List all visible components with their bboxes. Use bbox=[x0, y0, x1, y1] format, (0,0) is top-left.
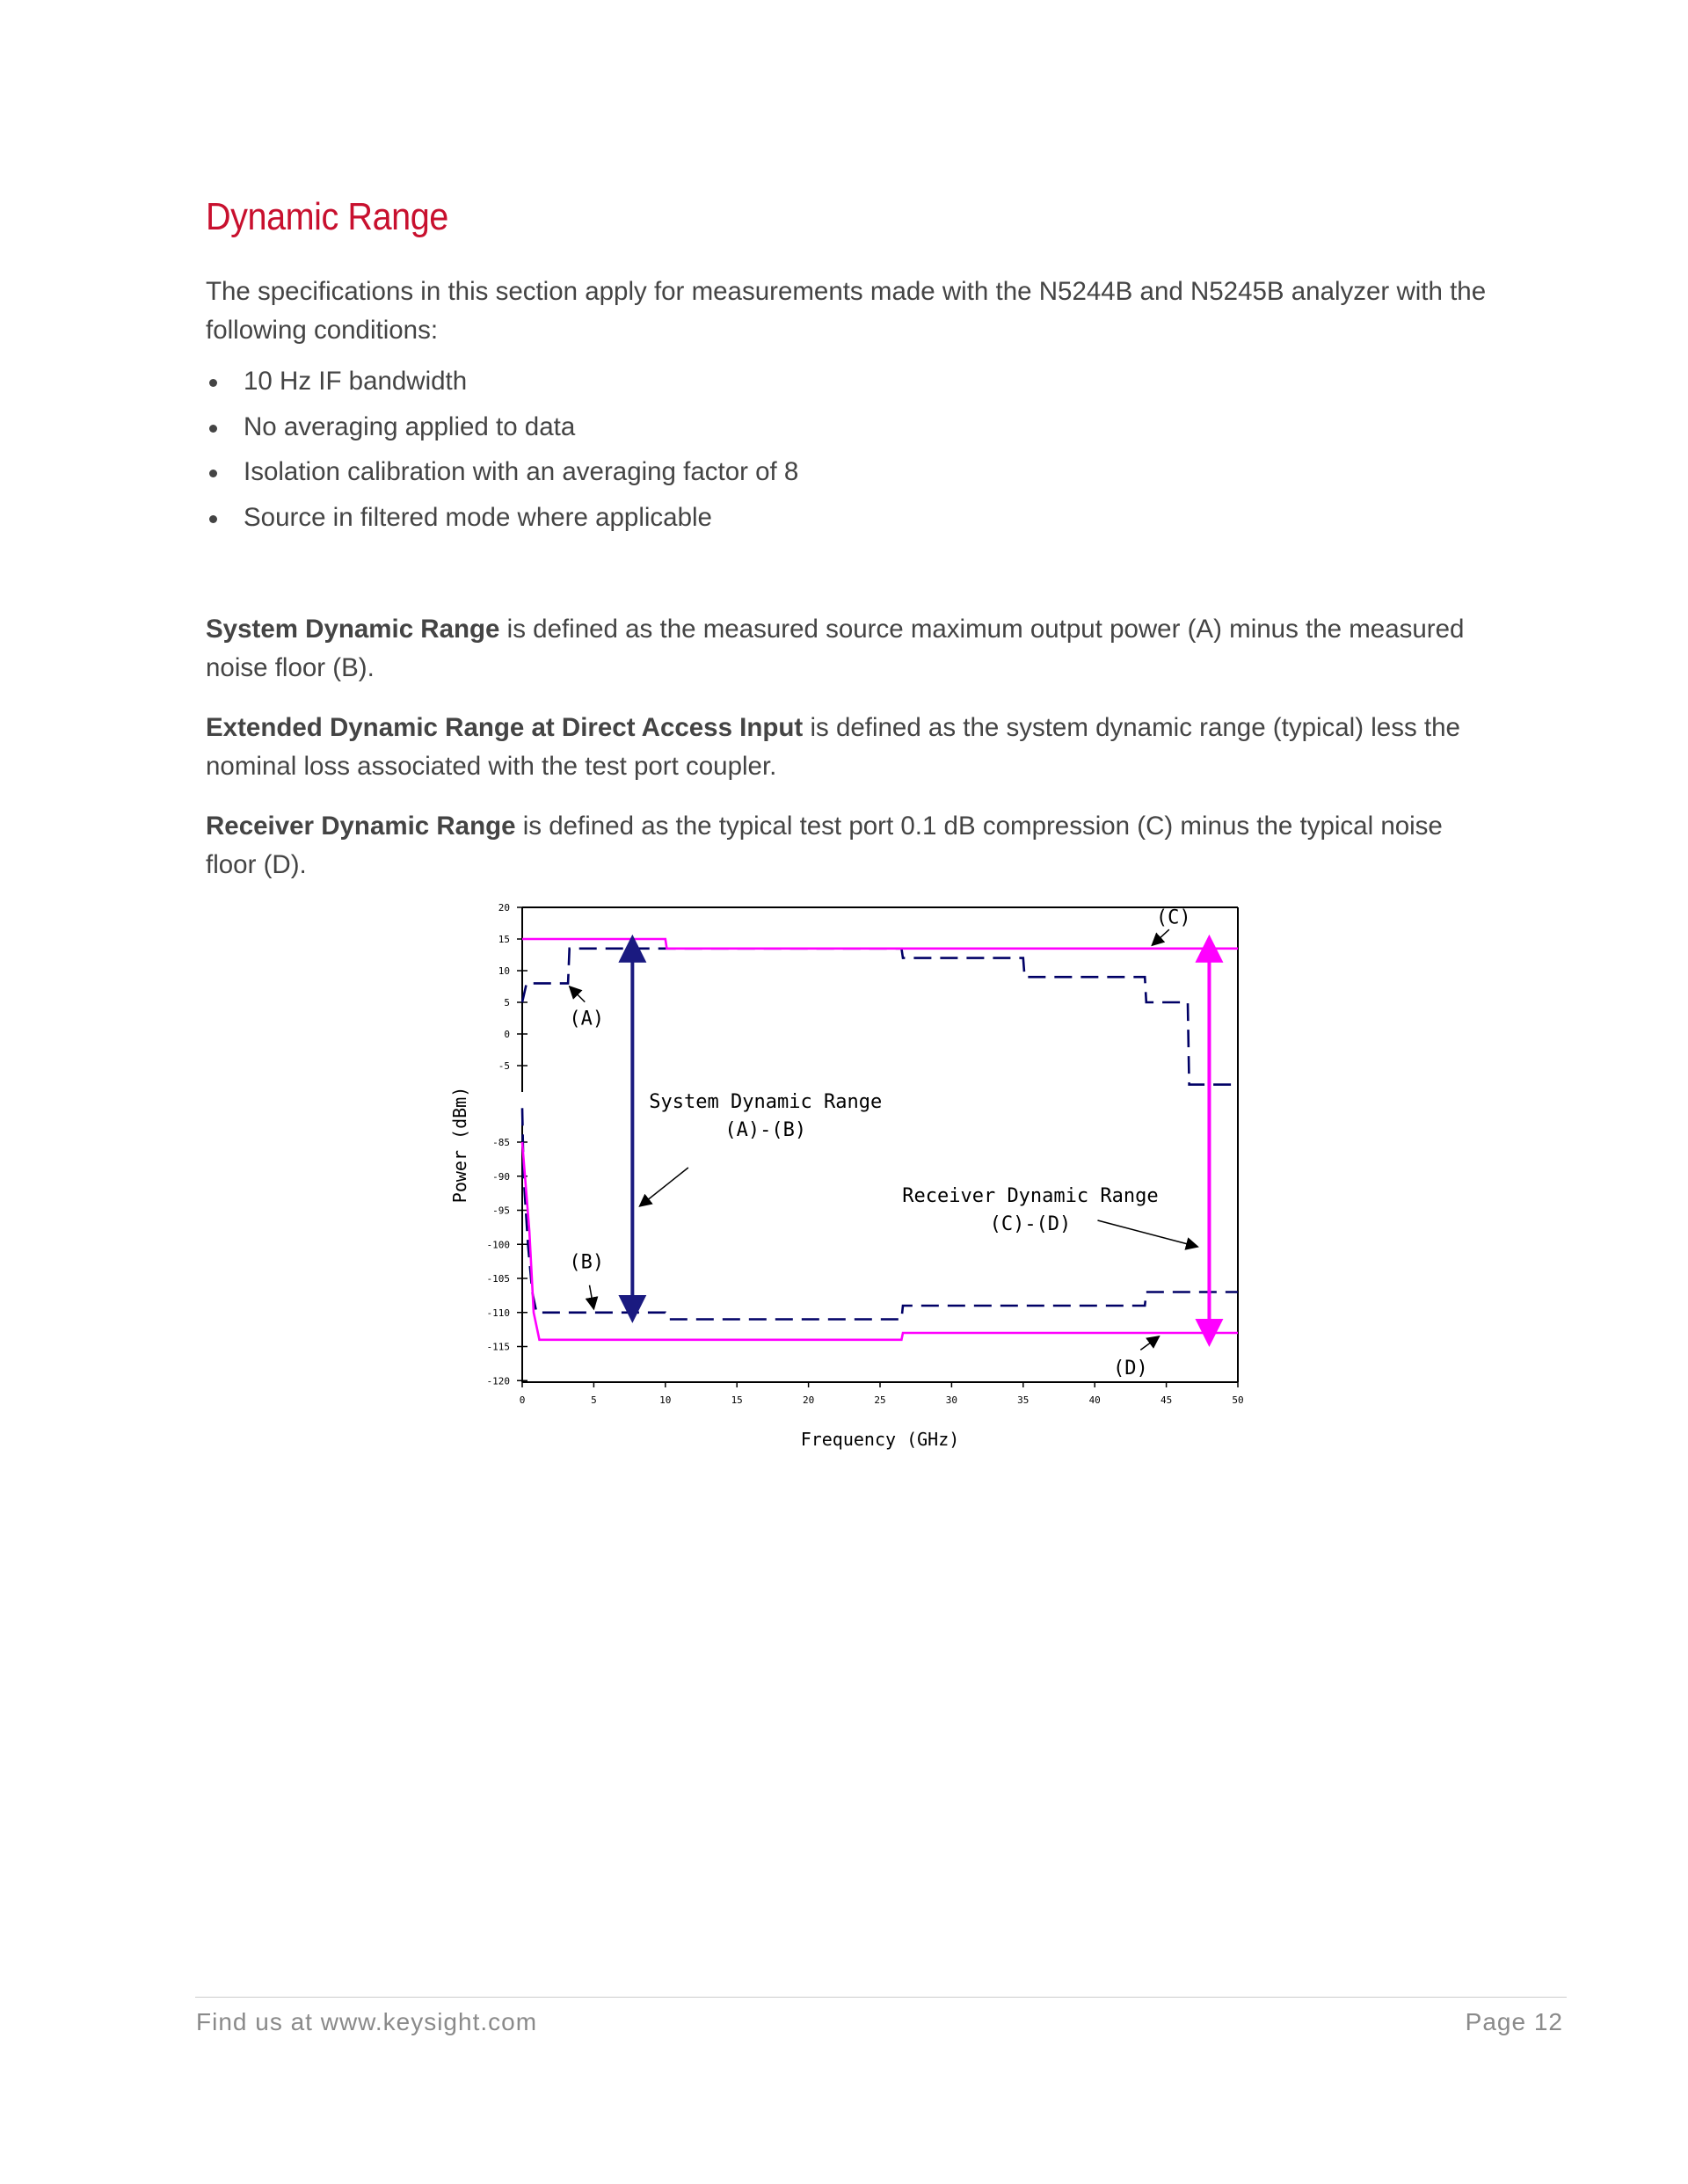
y-tick-label: -85 bbox=[492, 1137, 510, 1148]
annotation-label-b: (B) bbox=[569, 1251, 605, 1274]
section-title: Dynamic Range bbox=[206, 195, 448, 238]
annotation-system-dynamic-range: System Dynamic Range bbox=[649, 1091, 883, 1113]
definition-term: Receiver Dynamic Range bbox=[206, 812, 516, 841]
list-item: Source in filtered mode where applicable bbox=[206, 499, 798, 544]
x-tick-label: 35 bbox=[1017, 1394, 1030, 1406]
y-tick-label: -110 bbox=[486, 1307, 510, 1319]
x-tick-label: 15 bbox=[731, 1394, 743, 1406]
definition-term: System Dynamic Range bbox=[206, 615, 500, 644]
y-tick-label: 0 bbox=[504, 1029, 510, 1040]
x-tick-label: 25 bbox=[874, 1394, 886, 1406]
y-tick-label: -100 bbox=[486, 1239, 510, 1251]
annotation-arrow-a bbox=[570, 986, 586, 1002]
definition-text: is defined as the system dynamic range (typical) less the nominal loss associated with the test port coupler. bbox=[206, 713, 1460, 781]
annotation-arrow-c bbox=[1152, 929, 1169, 945]
definition-system-dynamic-range bbox=[206, 610, 1489, 688]
list-item: Isolation calibration with an averaging factor of 8 bbox=[206, 453, 798, 499]
definition-term: Extended Dynamic Range at Direct Access Input bbox=[206, 713, 804, 742]
bullet-dot bbox=[209, 470, 217, 477]
bullet-dot bbox=[209, 425, 217, 433]
dynamic-range-chart bbox=[431, 888, 1257, 1460]
receiver-dynamic-range-pointer bbox=[1097, 1220, 1197, 1247]
series-line-c bbox=[522, 939, 1238, 949]
x-axis-label: Frequency (GHz) bbox=[800, 1429, 960, 1450]
bullet-dot bbox=[209, 379, 217, 387]
y-tick-label: -90 bbox=[492, 1170, 510, 1183]
x-tick-label: 45 bbox=[1160, 1394, 1173, 1406]
footer-divider bbox=[195, 1997, 1567, 1998]
y-tick-label: 10 bbox=[498, 965, 510, 977]
footer-website: Find us at www.keysight.com bbox=[196, 2008, 538, 2035]
annotation-receiver-dynamic-range-formula: (C)-(D) bbox=[989, 1213, 1072, 1235]
annotation-label-c: (C) bbox=[1155, 906, 1191, 929]
x-tick-label: 20 bbox=[802, 1394, 815, 1406]
annotation-label-a: (A) bbox=[569, 1008, 605, 1030]
y-axis-label: Power (dBm) bbox=[449, 1086, 470, 1204]
x-tick-label: 40 bbox=[1088, 1394, 1101, 1406]
x-tick-label: 50 bbox=[1232, 1394, 1244, 1406]
y-tick-label: -95 bbox=[492, 1205, 510, 1217]
intro-paragraph: The specifications in this section apply for measurements made with the N5244B and N5245B analyzer with the following conditions: bbox=[206, 277, 1487, 345]
x-tick-label: 5 bbox=[591, 1394, 597, 1406]
y-tick-label: 5 bbox=[504, 997, 510, 1008]
definition-text: is defined as the typical test port 0.1 dB compression (C) minus the typical noise floor (D). bbox=[206, 812, 1443, 879]
definition-receiver-dynamic-range bbox=[206, 807, 1489, 885]
y-tick-label: -120 bbox=[486, 1375, 510, 1387]
list-item: No averaging applied to data bbox=[206, 408, 798, 454]
definition-extended-dynamic-range bbox=[206, 709, 1489, 786]
conditions-list bbox=[206, 362, 798, 543]
annotation-label-d: (D) bbox=[1113, 1357, 1148, 1380]
y-tick-label: -5 bbox=[498, 1060, 510, 1072]
annotation-arrow-d bbox=[1140, 1336, 1159, 1350]
definition-text: is defined as the measured source maximum output power (A) minus the measured noise floor (B). bbox=[206, 615, 1465, 682]
series-line-b bbox=[522, 1108, 1238, 1319]
annotation-receiver-dynamic-range: Receiver Dynamic Range bbox=[902, 1185, 1159, 1207]
y-tick-label: -115 bbox=[486, 1341, 510, 1353]
x-tick-label: 30 bbox=[945, 1394, 958, 1406]
x-tick-label: 10 bbox=[659, 1394, 672, 1406]
series-line-d bbox=[522, 1142, 1238, 1340]
y-tick-label: 20 bbox=[498, 902, 510, 914]
x-tick-label: 0 bbox=[519, 1394, 526, 1406]
bullet-dot bbox=[209, 515, 217, 523]
list-item: 10 Hz IF bandwidth bbox=[206, 362, 798, 408]
annotation-arrow-b bbox=[590, 1285, 594, 1309]
y-tick-label: 15 bbox=[498, 934, 510, 945]
annotation-system-dynamic-range-formula: (A)-(B) bbox=[724, 1119, 807, 1141]
series-line-a bbox=[522, 949, 1238, 1085]
footer-page-number: Page 12 bbox=[1465, 2008, 1563, 2035]
y-tick-label: -105 bbox=[486, 1273, 510, 1285]
system-dynamic-range-pointer bbox=[639, 1168, 688, 1206]
